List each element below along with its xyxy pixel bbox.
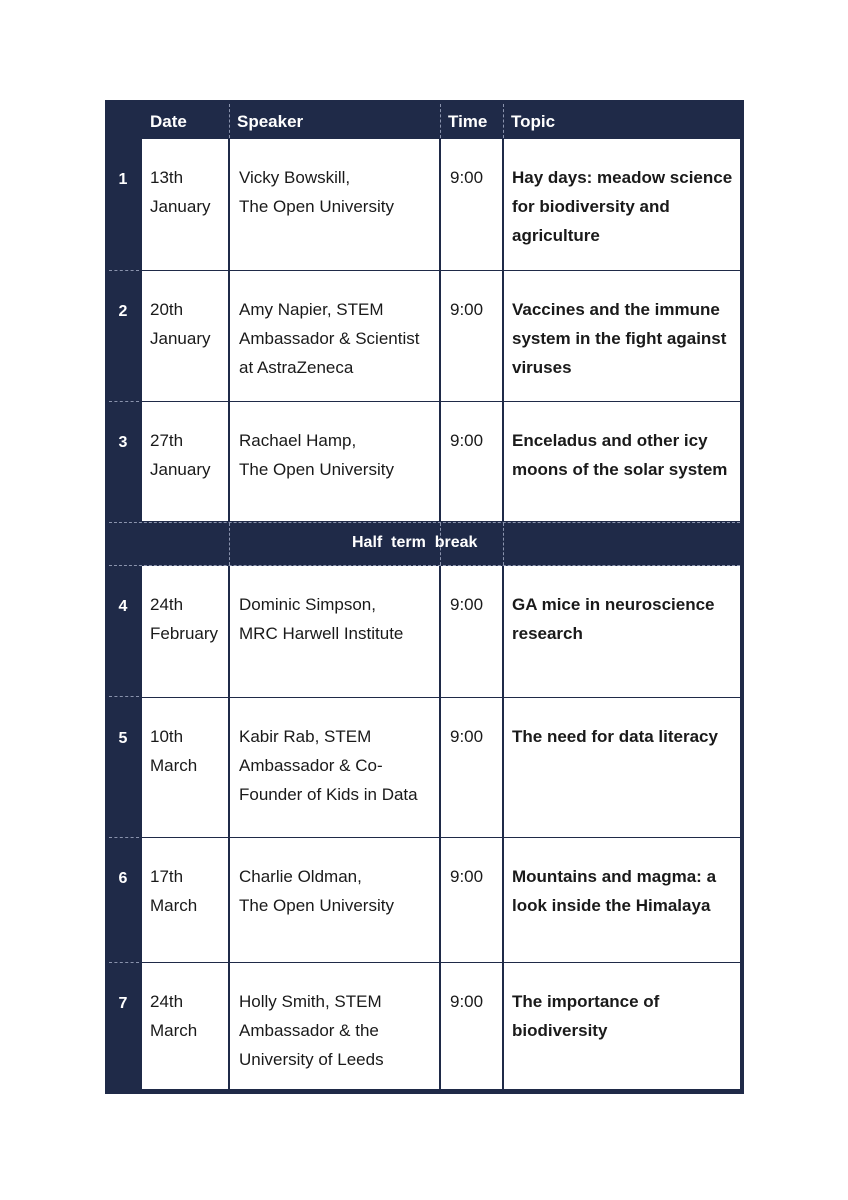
header-speaker: Speaker bbox=[237, 112, 304, 131]
session-date: 10th March bbox=[150, 727, 198, 775]
header-divider bbox=[229, 104, 230, 138]
session-topic-cell bbox=[504, 963, 740, 1089]
header-topic: Topic bbox=[511, 112, 556, 131]
session-speaker-cell bbox=[230, 963, 439, 1089]
session-speaker-cell bbox=[230, 838, 439, 962]
session-number: 5 bbox=[118, 730, 128, 747]
session-time-cell bbox=[441, 139, 502, 270]
header-time: Time bbox=[448, 112, 488, 131]
session-number: 1 bbox=[118, 171, 128, 188]
session-topic: Mountains and magma: a look inside the Himalaya bbox=[512, 867, 717, 915]
schedule-table bbox=[105, 100, 744, 1094]
session-topic: The importance of biodiversity bbox=[512, 992, 660, 1040]
session-number: 3 bbox=[118, 434, 128, 451]
session-speaker-cell bbox=[230, 271, 439, 401]
session-date-cell bbox=[142, 566, 228, 697]
session-topic-cell bbox=[504, 566, 740, 697]
session-speaker: Vicky Bowskill, The Open University bbox=[239, 168, 394, 216]
session-topic: Vaccines and the immune system in the fight against viruses bbox=[512, 300, 727, 377]
break-divider-top bbox=[109, 522, 740, 523]
header-divider bbox=[503, 104, 504, 138]
session-time-cell bbox=[441, 963, 502, 1089]
session-speaker-cell bbox=[230, 566, 439, 697]
session-speaker: Charlie Oldman, The Open University bbox=[239, 867, 394, 915]
session-number: 6 bbox=[118, 870, 128, 887]
session-time-cell bbox=[441, 402, 502, 521]
session-topic-cell bbox=[504, 271, 740, 401]
session-topic-cell bbox=[504, 139, 740, 270]
session-number: 2 bbox=[118, 303, 128, 320]
header-date: Date bbox=[150, 112, 187, 131]
session-time: 9:00 bbox=[450, 992, 484, 1011]
session-number: 4 bbox=[118, 598, 128, 615]
session-topic-cell bbox=[504, 698, 740, 837]
session-time-cell bbox=[441, 838, 502, 962]
header-divider bbox=[440, 104, 441, 138]
session-speaker-cell bbox=[230, 402, 439, 521]
session-topic: The need for data literacy bbox=[512, 727, 718, 746]
session-time: 9:00 bbox=[450, 300, 484, 319]
session-time: 9:00 bbox=[450, 727, 484, 746]
session-date: 24th February bbox=[150, 595, 219, 643]
session-time-cell bbox=[441, 271, 502, 401]
session-time-cell bbox=[441, 698, 502, 837]
session-topic-cell bbox=[504, 402, 740, 521]
session-time: 9:00 bbox=[450, 867, 484, 886]
session-date-cell bbox=[142, 838, 228, 962]
row-divider bbox=[109, 962, 139, 963]
session-topic: GA mice in neuroscience research bbox=[512, 595, 715, 643]
half-term-break-label: Half term break bbox=[352, 534, 478, 551]
row-divider bbox=[109, 401, 139, 402]
session-speaker: Amy Napier, STEM Ambassador & Scientist at AstraZeneca bbox=[239, 300, 420, 377]
session-time: 9:00 bbox=[450, 431, 484, 450]
session-time-cell bbox=[441, 566, 502, 697]
session-date: 13th January bbox=[150, 168, 211, 216]
session-date-cell bbox=[142, 402, 228, 521]
session-speaker-cell bbox=[230, 698, 439, 837]
session-speaker-cell bbox=[230, 139, 439, 270]
row-divider bbox=[109, 837, 139, 838]
break-divider bbox=[503, 523, 504, 565]
session-topic: Enceladus and other icy moons of the solar system bbox=[512, 431, 728, 479]
row-divider bbox=[109, 270, 139, 271]
session-time: 9:00 bbox=[450, 168, 484, 187]
break-divider bbox=[229, 523, 230, 565]
session-speaker: Kabir Rab, STEM Ambassador & Co-Founder of Kids in Data bbox=[239, 727, 418, 804]
session-date-cell bbox=[142, 271, 228, 401]
session-topic-cell bbox=[504, 838, 740, 962]
session-date: 27th January bbox=[150, 431, 211, 479]
session-date-cell bbox=[142, 963, 228, 1089]
session-time: 9:00 bbox=[450, 595, 484, 614]
session-date-cell bbox=[142, 139, 228, 270]
session-number: 7 bbox=[118, 995, 128, 1012]
session-speaker: Dominic Simpson, MRC Harwell Institute bbox=[239, 595, 404, 643]
row-divider bbox=[109, 696, 139, 697]
session-date: 24th March bbox=[150, 992, 198, 1040]
session-date-cell bbox=[142, 698, 228, 837]
session-date: 20th January bbox=[150, 300, 211, 348]
session-date: 17th March bbox=[150, 867, 198, 915]
session-topic: Hay days: meadow science for biodiversity and agriculture bbox=[512, 168, 733, 245]
session-speaker: Rachael Hamp, The Open University bbox=[239, 431, 394, 479]
session-speaker: Holly Smith, STEM Ambassador & the University of Leeds bbox=[239, 992, 384, 1069]
